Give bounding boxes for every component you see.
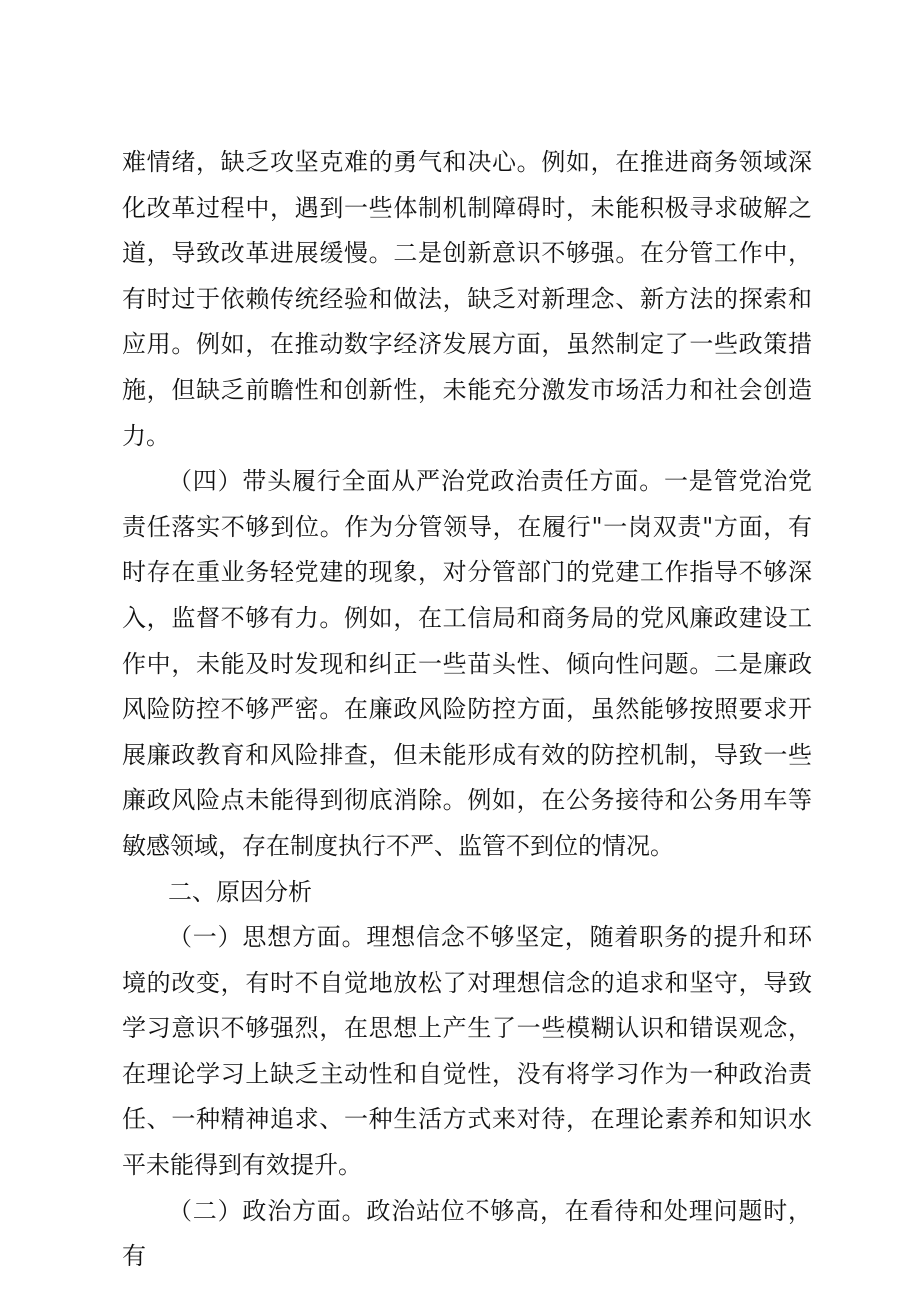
section-heading-cause-analysis: 二、原因分析	[168, 877, 312, 906]
document-body	[122, 140, 812, 1280]
paragraph-continued-problems: 难情绪，缺乏攻坚克难的勇气和决心。例如，在推进商务领域深化改革过程中，遇到一些体制机制障碍时，未能积极寻求破解之道，导致改革进展缓慢。二是创新意识不够强。在分管工作中，有时过于依赖传统经验和做法，缺乏对新理念、新方法的探索和应用。例如，在推动数字经济发展方面，虽然制定了一些政策措施，但缺乏前瞻性和创新性，未能充分激发市场活力和社会创造力。	[122, 148, 812, 450]
paragraph-political-aspect: （二）政治方面。政治站位不够高，在看待和处理问题时，有	[122, 1196, 812, 1271]
paragraph-party-governance: （四）带头履行全面从严治党政治责任方面。一是管党治党责任落实不够到位。作为分管领导，在履行"一岗双责"方面，有时存在重业务轻党建的现象，对分管部门的党建工作指导不够深入，监督不够有力。例如，在工信局和商务局的党风廉政建设工作中，未能及时发现和纠正一些苗头性、倾向性问题。二是廉政风险防控不够严密。在廉政风险防控方面，虽然能够按照要求开展廉政教育和风险排查，但未能形成有效的防控机制，导致一些廉政风险点未能得到彻底消除。例如，在公务接待和公务用车等敏感领域，存在制度执行不严、监管不到位的情况。	[122, 467, 812, 860]
paragraph-ideological-aspect: （一）思想方面。理想信念不够坚定，随着职务的提升和环境的改变，有时不自觉地放松了对理想信念的追求和坚守，导致学习意识不够强烈，在思想上产生了一些模糊认识和错误观念，在理论学习上缺乏主动性和自觉性，没有将学习作为一种政治责任、一种精神追求、一种生活方式来对待，在理论素养和知识水平未能得到有效提升。	[122, 923, 812, 1180]
